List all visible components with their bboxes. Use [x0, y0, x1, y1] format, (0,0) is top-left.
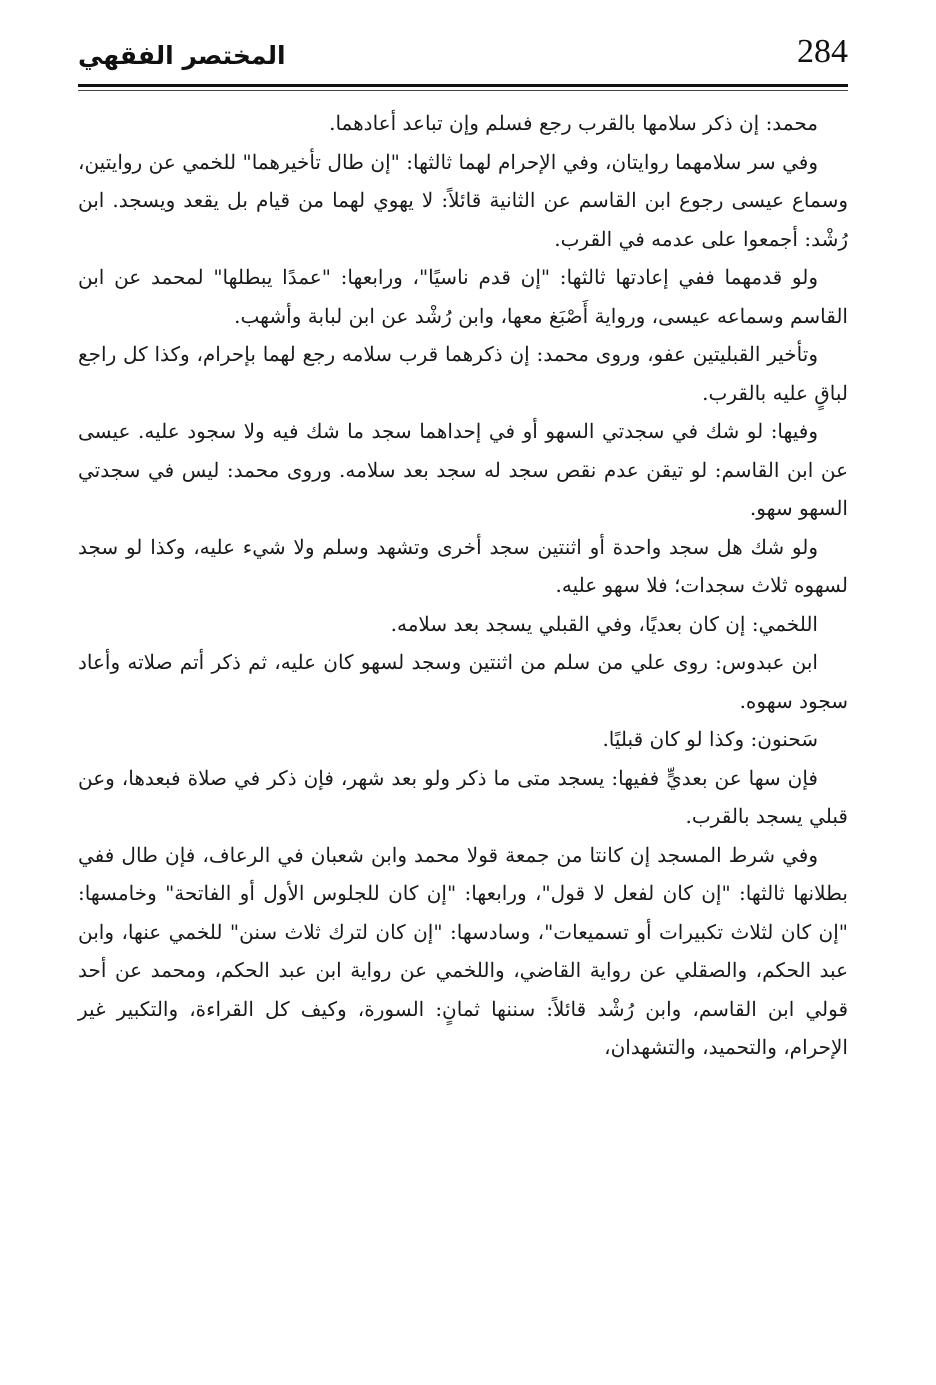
paragraph: اللخمي: إن كان بعديًا، وفي القبلي يسجد بعد سلامه.	[390, 611, 818, 636]
page-number: 284	[797, 33, 848, 70]
paragraph: فإن سها عن بعديٍّ ففيها: يسجد متى ما ذكر ولو بعد شهر، فإن ذكر في صلاة فبعدها، وعن قبلي يسجد بالقرب.	[78, 765, 848, 828]
running-title: المختصر الفقهي	[78, 41, 286, 70]
header-rule	[78, 84, 848, 87]
body-text	[78, 104, 848, 1067]
paragraph: سَحنون: وكذا لو كان قبليًا.	[602, 727, 818, 751]
paragraph: وفي شرط المسجد إن كانتا من جمعة قولا محمد وابن شعبان في الرعاف، فإن طال ففي بطلانها ثالثها: "إن كان لفعل لا قول"، ورابعها: "إن كان للجلوس الأول أو الفاتحة" وخامسها: "إن كان لثلاث تكبيرات أو تسميعات"، وسادسها: "إن كان لترك ثلاث سنن" للخمي عنها، وابن عبد الحكم، والصقلي عن رواية القاضي، واللخمي عن رواية ابن عبد الحكم، ومحمد عن أحد قولي ابن القاسم، وابن رُشْد قائلاً: سننها ثمانٍ: السورة، وكيف كل القراءة، والتكبير غير الإحرام، والتحميد، والتشهدان،	[78, 842, 848, 1059]
paragraph: محمد: إن ذكر سلامها بالقرب رجع فسلم وإن تباعد أعادهما.	[329, 111, 818, 135]
header-rule-thin	[78, 90, 848, 91]
paragraph: ولو شك هل سجد واحدة أو اثنتين سجد أخرى وتشهد وسلم ولا شيء عليه، وكذا لو سجد لسهوه ثلاث سجدات؛ فلا سهو عليه.	[78, 534, 848, 597]
paragraph: ولو قدمهما ففي إعادتها ثالثها: "إن قدم ناسيًا"، ورابعها: "عمدًا يبطلها" لمحمد عن ابن القاسم وسماعه عيسى، ورواية أَصْبَغ معها، وابن رُشْد عن ابن لبابة وأشهب.	[78, 265, 848, 328]
paragraph: وفيها: لو شك في سجدتي السهو أو في إحداهما سجد ما شك فيه ولا سجود عليه. عيسى عن ابن القاسم: لو تيقن عدم نقص سجد له سجد بعد سلامه. وروى محمد: ليس في سجدتي السهو سهو.	[78, 419, 848, 520]
paragraph: وفي سر سلامهما روايتان، وفي الإحرام لهما ثالثها: "إن طال تأخيرهما" للخمي عن روايتين، وسماع عيسى رجوع ابن القاسم عن الثانية قائلاً: لا يهوي لهما من قيام بل يقعد ويسجد. ابن رُشْد: أجمعوا على عدمه في القرب.	[78, 149, 848, 251]
paragraph: وتأخير القبليتين عفو، وروى محمد: إن ذكرهما قرب سلامه رجع لهما بإحرام، وكذا كل راجع لباقٍ عليه بالقرب.	[78, 342, 848, 405]
paragraph: ابن عبدوس: روى علي من سلم من اثنتين وسجد لسهو كان عليه، ثم ذكر أتم صلاته وأعاد سجود سهوه.	[78, 650, 848, 713]
page-header	[78, 30, 848, 92]
